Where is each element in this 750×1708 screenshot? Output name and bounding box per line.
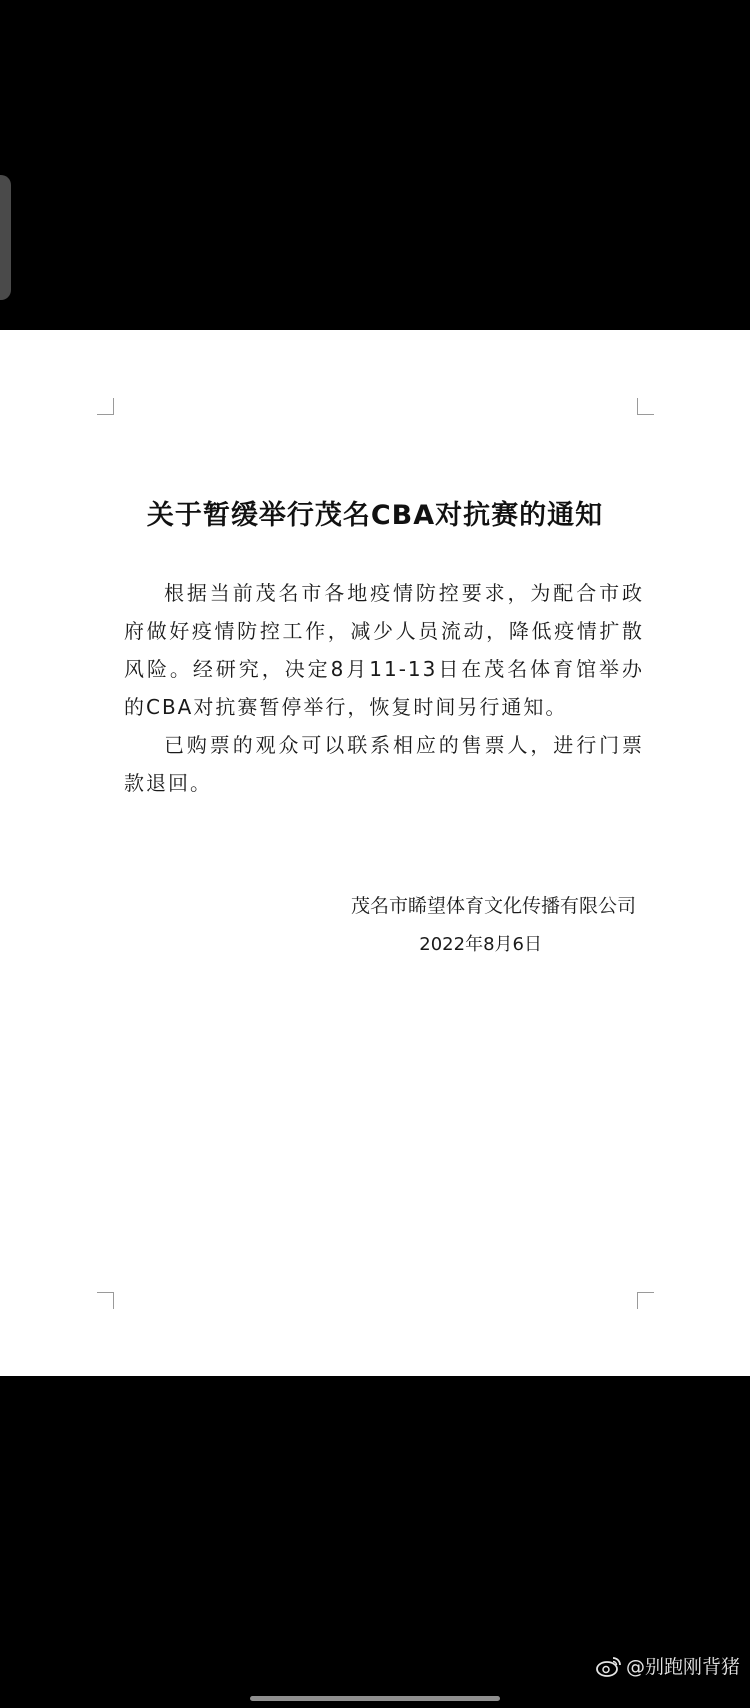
issue-date: 2022年8月6日 xyxy=(419,934,542,955)
weibo-icon xyxy=(596,1655,622,1677)
notice-title: 关于暂缓举行茂名CBA对抗赛的通知 xyxy=(146,500,604,531)
crop-mark-top-left xyxy=(97,398,114,415)
watermark-handle: @别跑刚背猪 xyxy=(625,1656,740,1678)
crop-mark-top-right xyxy=(637,398,654,415)
notice-paragraph: 根据当前茂名市各地疫情防控要求，为配合市政府做好疫情防控工作，减少人员流动，降低疫情扩散风险。经研究，决定8月11-13日在茂名体育馆举办的CBA对抗赛暂停举行，恢复时间另行通知。 xyxy=(124,581,644,719)
side-panel-handle[interactable] xyxy=(0,175,11,300)
issuer-signature: 茂名市睎望体育文化传播有限公司 xyxy=(350,895,636,917)
crop-mark-bottom-right xyxy=(637,1292,654,1309)
home-indicator[interactable] xyxy=(250,1696,500,1701)
crop-mark-bottom-left xyxy=(97,1292,114,1309)
notice-body xyxy=(124,574,644,802)
weibo-watermark xyxy=(596,1652,740,1679)
notice-document xyxy=(0,330,750,1376)
notice-paragraph: 已购票的观众可以联系相应的售票人，进行门票款退回。 xyxy=(124,733,644,795)
